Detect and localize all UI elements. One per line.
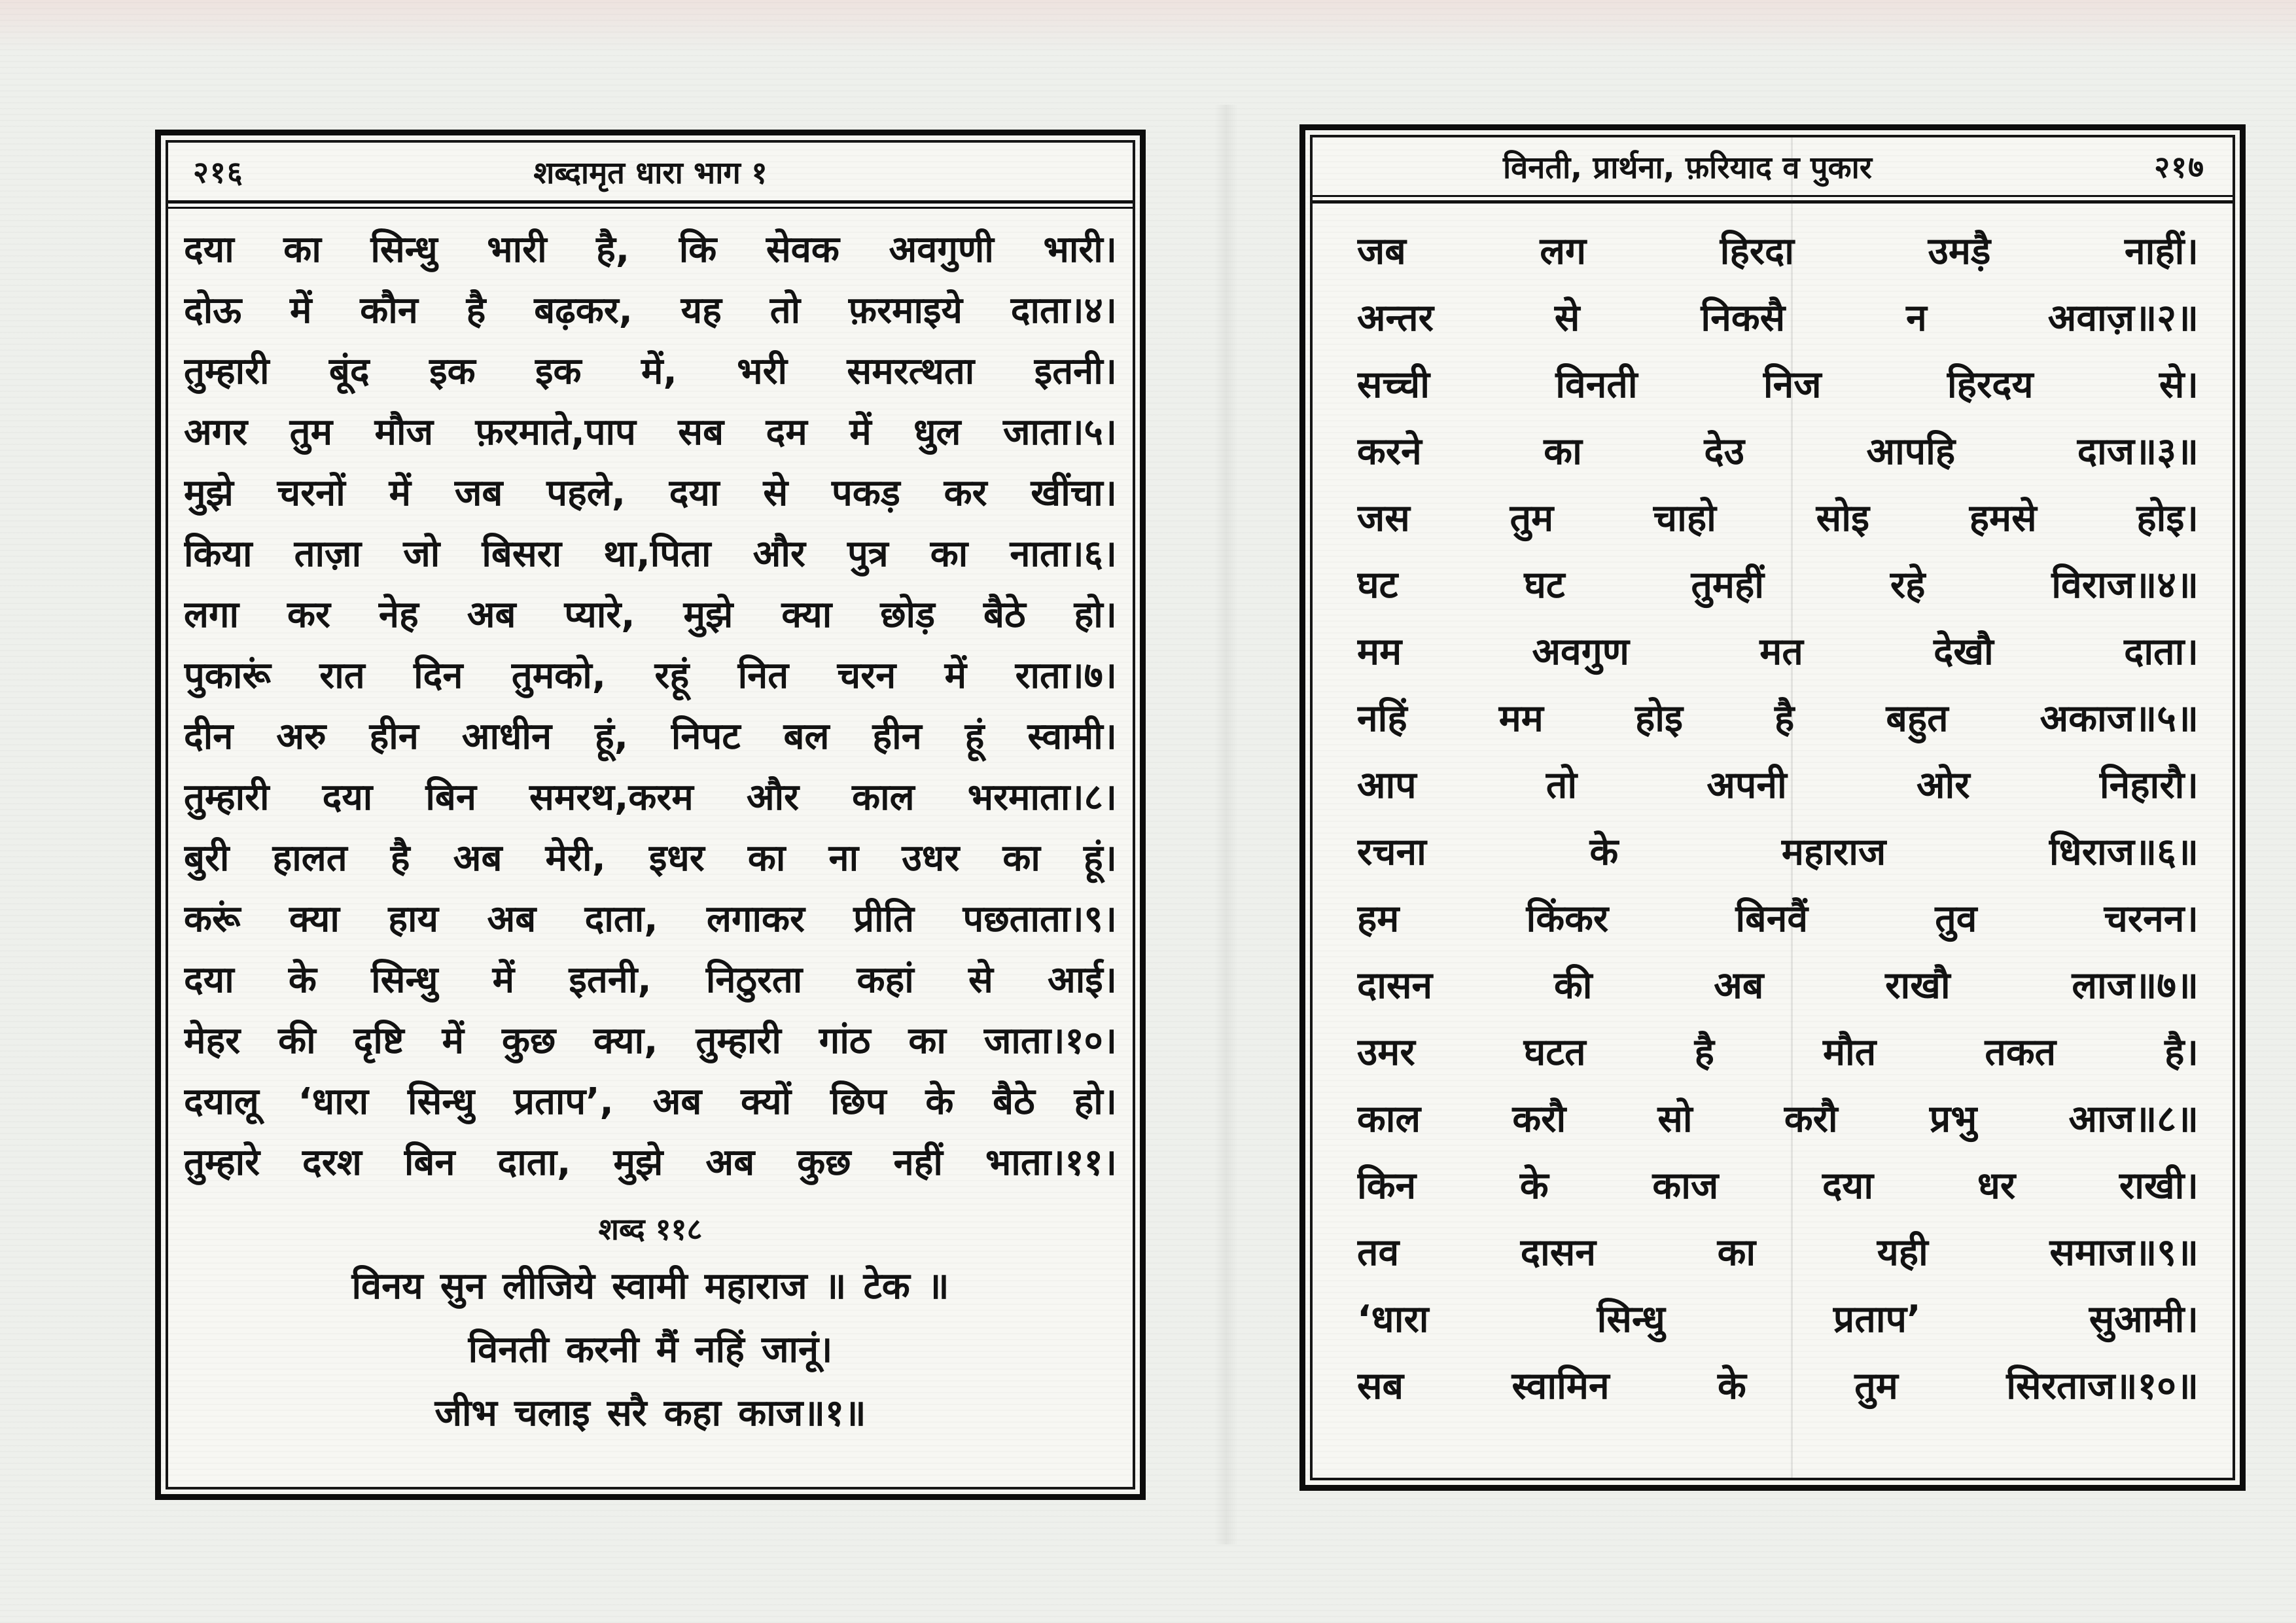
- right-page: [1299, 124, 2246, 1491]
- poem-line: बुरी हालत है अब मेरी, इधर का ना उधर का हूं।: [184, 837, 1117, 880]
- poem-line: दयालू ‘धारा सिन्धु प्रताप’, अब क्यों छिप के बैठे हो।: [184, 1080, 1117, 1123]
- poem-line: किन के काज दया धर राखी।: [1357, 1164, 2199, 1207]
- poem-line: मेहर की दृष्टि में कुछ क्या, तुम्हारी गांठ का जाता।१०।: [184, 1020, 1117, 1062]
- right-poem: [1357, 218, 2199, 1419]
- poem-line: सब स्वामिन के तुम सिरताज॥१०॥: [1357, 1364, 2199, 1408]
- left-page-inner-border: [166, 140, 1135, 1489]
- poem-line: किया ताज़ा जो बिसरा था,पिता और पुत्र का नाता।६।: [184, 533, 1117, 575]
- poem-line: नहिं मम होइ है बहुत अकाज॥५॥: [1357, 697, 2199, 740]
- left-header-title: शब्दामृत धारा भाग १: [533, 155, 768, 191]
- poem-line: सच्ची विनती निज हिरदय से।: [1357, 363, 2199, 406]
- right-page-number: २१७: [2154, 149, 2205, 185]
- left-page: [155, 130, 1146, 1500]
- poem-line: तुम्हारी बूंद इक इक में, भरी समरत्थता इतनी।: [184, 350, 1117, 393]
- poem-line: विनय सुन लीजिये स्वामी महाराज ॥ टेक ॥: [351, 1265, 949, 1308]
- poem-line: काल करौ सो करौ प्रभु आज॥८॥: [1357, 1097, 2199, 1141]
- poem-line: उमर घटत है मौत तकत है।: [1357, 1031, 2199, 1074]
- left-poem: [184, 219, 1117, 1445]
- poem-line: दीन अरु हीन आधीन हूं, निपट बल हीन हूं स्वामी।: [184, 715, 1117, 758]
- poem-line: हम किंकर बिनवैं तुव चरनन।: [1357, 897, 2199, 940]
- left-page-number: २१६: [193, 154, 244, 190]
- left-page-header: [168, 143, 1133, 200]
- left-header-rule: [168, 200, 1133, 209]
- page-gutter-shadow: [1214, 105, 1238, 1544]
- poem-line: तुम्हारे दरश बिन दाता, मुझे अब कुछ नहीं भाता।११।: [184, 1141, 1117, 1184]
- poem-line: घट घट तुमहीं रहे विराज॥४॥: [1357, 563, 2199, 607]
- poem-line: दासन की अब राखौ लाज॥७॥: [1357, 964, 2199, 1007]
- right-header-rule: [1313, 195, 2233, 204]
- right-page-header: [1313, 137, 2233, 195]
- poem-line: करूं क्या हाय अब दाता, लगाकर प्रीति पछताता।९।: [184, 898, 1117, 940]
- poem-line: तव दासन का यही समाज॥९॥: [1357, 1231, 2199, 1274]
- poem-line: जब लग हिरदा उमड़ै नाहीं।: [1357, 230, 2199, 273]
- poem-line: अन्तर से निकसै न अवाज़॥२॥: [1357, 296, 2199, 340]
- scan-crease-line: [1791, 137, 1793, 1478]
- poem-line: दया के सिन्धु में इतनी, निठुरता कहां से आई।: [184, 959, 1117, 1001]
- poem-line: पुकारूं रात दिन तुमको, रहूं नित चरन में राता।७।: [184, 654, 1117, 697]
- poem-line: लगा कर नेह अब प्यारे, मुझे क्या छोड़ बैठे हो।: [184, 594, 1117, 636]
- poem-line: आप तो अपनी ओर निहारौ।: [1357, 764, 2199, 807]
- poem-line: मम अवगुण मत देखौ दाता।: [1357, 630, 2199, 673]
- poem-line: दया का सिन्धु भारी है, कि सेवक अवगुणी भारी।: [184, 228, 1117, 271]
- scan-pink-tint: [0, 0, 2296, 52]
- shabd-section-heading: शब्द ११८: [598, 1211, 703, 1247]
- poem-line: रचना के महाराज धिराज॥६॥: [1357, 830, 2199, 874]
- poem-line: दोऊ में कौन है बढ़कर, यह तो फ़रमाइये दाता।४।: [184, 289, 1117, 332]
- poem-line: विनती करनी मैं नहिं जानूं।: [468, 1329, 833, 1371]
- right-header-title: विनती, प्रार्थना, फ़रियाद व पुकार: [1502, 150, 1873, 186]
- right-page-inner-border: [1310, 135, 2235, 1480]
- poem-line: जीभ चलाइ सरै कहा काज॥१॥: [434, 1392, 866, 1435]
- poem-line: जस तुम चाहो सोइ हमसे होइ।: [1357, 497, 2199, 540]
- poem-line: तुम्हारी दया बिन समरथ,करम और काल भरमाता।८।: [184, 776, 1117, 819]
- poem-line: मुझे चरनों में जब पहले, दया से पकड़ कर खींचा।: [184, 472, 1117, 514]
- poem-line: अगर तुम मौज फ़रमाते,पाप सब दम में धुल जाता।५।: [184, 411, 1117, 454]
- poem-line: ‘धारा सिन्धु प्रताप’ सुआमी।: [1357, 1298, 2199, 1341]
- poem-line: करने का देउ आपहि दाज॥३॥: [1357, 430, 2199, 473]
